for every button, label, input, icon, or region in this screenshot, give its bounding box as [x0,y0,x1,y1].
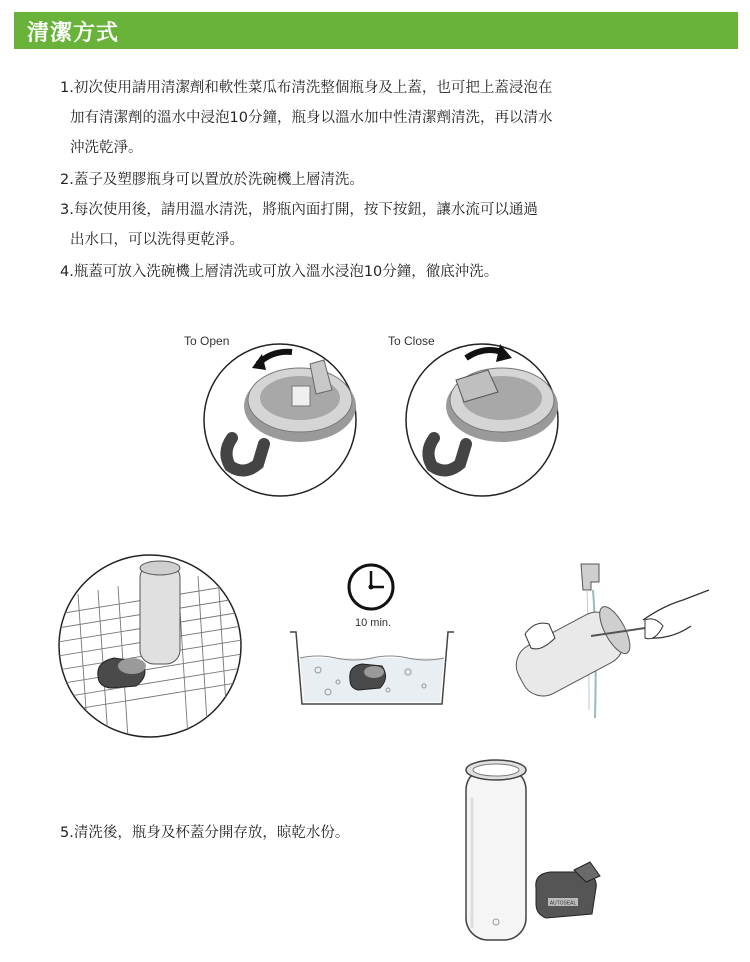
to-close-label: To Close [388,334,435,348]
instruction-2: 2.蓋子及塑膠瓶身可以置放於洗碗機上層清洗。 [60,172,364,188]
soak-basin-illustration [288,630,456,710]
to-open-label: To Open [184,334,230,348]
clock-icon [346,562,396,612]
lid-close-illustration [402,340,562,500]
instruction-3-line-1: 3.每次使用後，請用溫水清洗，將瓶內面打開，按下按鈕，讓水流可以通過 [60,202,538,218]
instruction-1-line-1: 1.初次使用請用清潔劑和軟性菜瓜布清洗整個瓶身及上蓋，也可把上蓋浸泡在 [60,80,553,96]
soak-time-label: 10 min. [355,617,392,629]
section-title: 清潔方式 [27,21,120,46]
dishwasher-rack-illustration [58,554,242,738]
lid-open-illustration [200,340,360,500]
instruction-4: 4.瓶蓋可放入洗碗機上層清洗或可放入溫水浸泡10分鐘，徹底沖洗。 [60,264,499,280]
bottle-and-lid-illustration [462,758,612,943]
rinse-tap-illustration [495,560,715,720]
instruction-1-line-2: 加有清潔劑的溫水中浸泡10分鐘，瓶身以溫水加中性清潔劑清洗，再以清水 [70,110,553,126]
lid-brand-text: AUTOSEAL [549,900,577,907]
instruction-1-line-3: 沖洗乾淨。 [70,140,143,156]
instruction-3-line-2: 出水口，可以洗得更乾淨。 [70,232,244,248]
section-header [14,12,738,49]
instruction-5: 5.清洗後，瓶身及杯蓋分開存放，晾乾水份。 [60,825,350,841]
